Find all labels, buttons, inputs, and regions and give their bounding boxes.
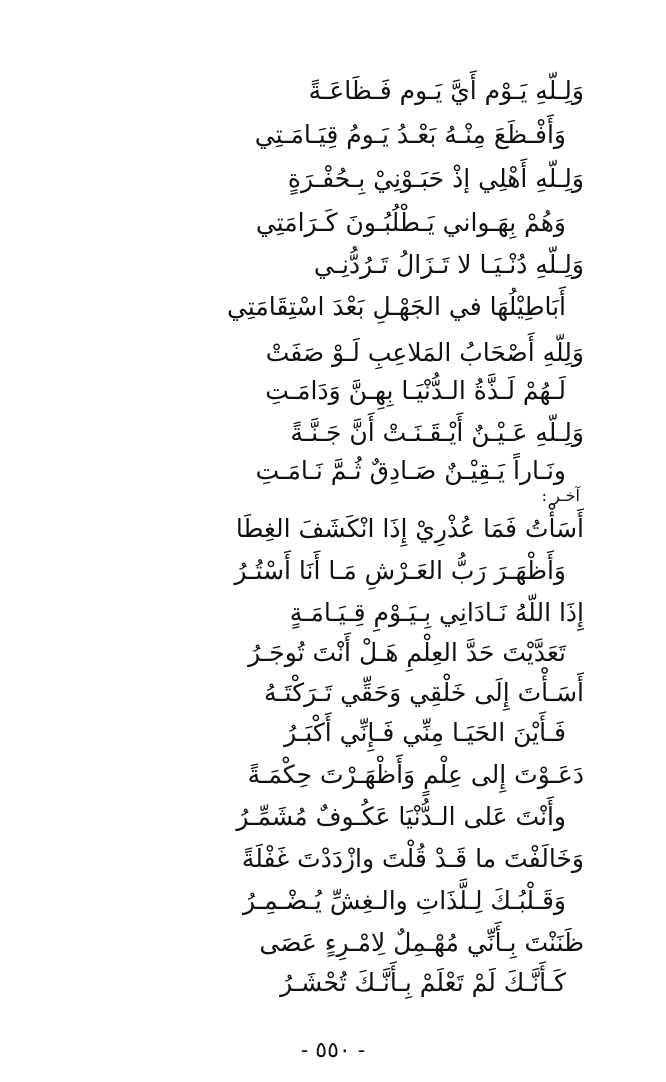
verse-line: أَسَـأْتَ إِلَى خَلْقِي وَحَقِّي تَـرَكْتَـهُ: [263, 678, 584, 707]
verse-line: وَلِـلّهِ أَهْلِي إذْ حَبَـوْنِيْ بِـحُفْـرَةٍ: [287, 164, 584, 193]
verse-line: دَعَـوْتَ إِلى عِلْمٍ وَأَظْهَـرْتَ حِكْمَـةً: [247, 760, 584, 789]
verse-line: وأَنْتَ عَلى الـدُّنْيَا عَكُـوفٌ مُشَمِّـرُ: [236, 802, 566, 831]
verse-line: وَخَالَفْتَ ما قَـدْ قُلْتَ وازْدَدْتَ غَفْلَةً: [241, 844, 584, 873]
verse-line: وَهُمْ بِهَـواني يَـطْلُبُـونَ كَـرَامَتِي: [255, 208, 566, 237]
verse-line: إِذَا اللّهُ نَـادَانِي بِـيَـوْمِ قِـيَـامَـةٍ: [289, 598, 584, 627]
verse-line: تَعَدَّيْتَ حَدَّ العِلْمِ هَـلْ أَنْتَ تُوجَـرُ: [248, 638, 566, 667]
verse-line: لَـهُمْ لَـذَّةُ الـدُّنْيَـا بِهِـنَّ وَدَامَـتِ: [265, 376, 566, 405]
verse-line: كَـأَنَّـكَ لَمْ تَعْلَمْ بِـأَنَّـكَ تُحْشَـرُ: [280, 968, 566, 997]
verse-line: وَلِـلّهِ دُنْـيَـا لا تَـزَالُ تَـرُدُّنِـي: [313, 250, 584, 279]
verse-line: ظَنَنْتَ بِـأَنِّي مُهْـمِلٌ لِامْـرِءٍ عَصَى: [259, 928, 584, 957]
verse-line: وَأَفْـظَعَ مِنْـهُ بَعْـدُ يَـومُ قِيَـامَـتِي: [254, 120, 566, 149]
verse-line: ونَـاراً يَـقِيْـنٌ صَـادِقٌ ثُـمَّ نَـامَـتِ: [255, 456, 566, 485]
page-number: - ٥٥٠ -: [300, 1038, 366, 1063]
verse-line: وَلِلّهِ أَصْحَابُ المَلاعِبِ لَـوْ صَفَتْ: [265, 338, 584, 367]
verse-line: وَلِـلّهِ يَـوْم أَيَّ يَـوم فَـظَاعَـةً: [308, 76, 584, 105]
section-label: آخـر :: [541, 486, 580, 505]
verse-line: أَبَاطِيْلُهَا في الجَهْـلِ بَعْدَ اسْتِقَامَتِي: [226, 292, 566, 321]
verse-line: وَلِـلّهِ عَـيْـنٌ أَيْـقَـنَـتْ أَنَّ جَـنَّـةً: [290, 418, 584, 447]
verse-line: وَقَـلْبُـكَ لِـلَّذَاتِ والـغِشِّ يُـضْـمِـرُ: [243, 886, 566, 915]
verse-line: وَأَظْهَـرَ رَبُّ العَـرْشِ مَـا أَنَا أَسْتُـرُ: [234, 556, 566, 585]
verse-line: فَـأَيْنَ الحَيَـا مِنِّي فَـإِنِّي أَكْبَـرُ: [284, 718, 566, 747]
verse-line: أَسَأْتُ فَمَا عُذْرِيْ إِذَا انْكَشَفَ الغِطَا: [235, 514, 584, 543]
